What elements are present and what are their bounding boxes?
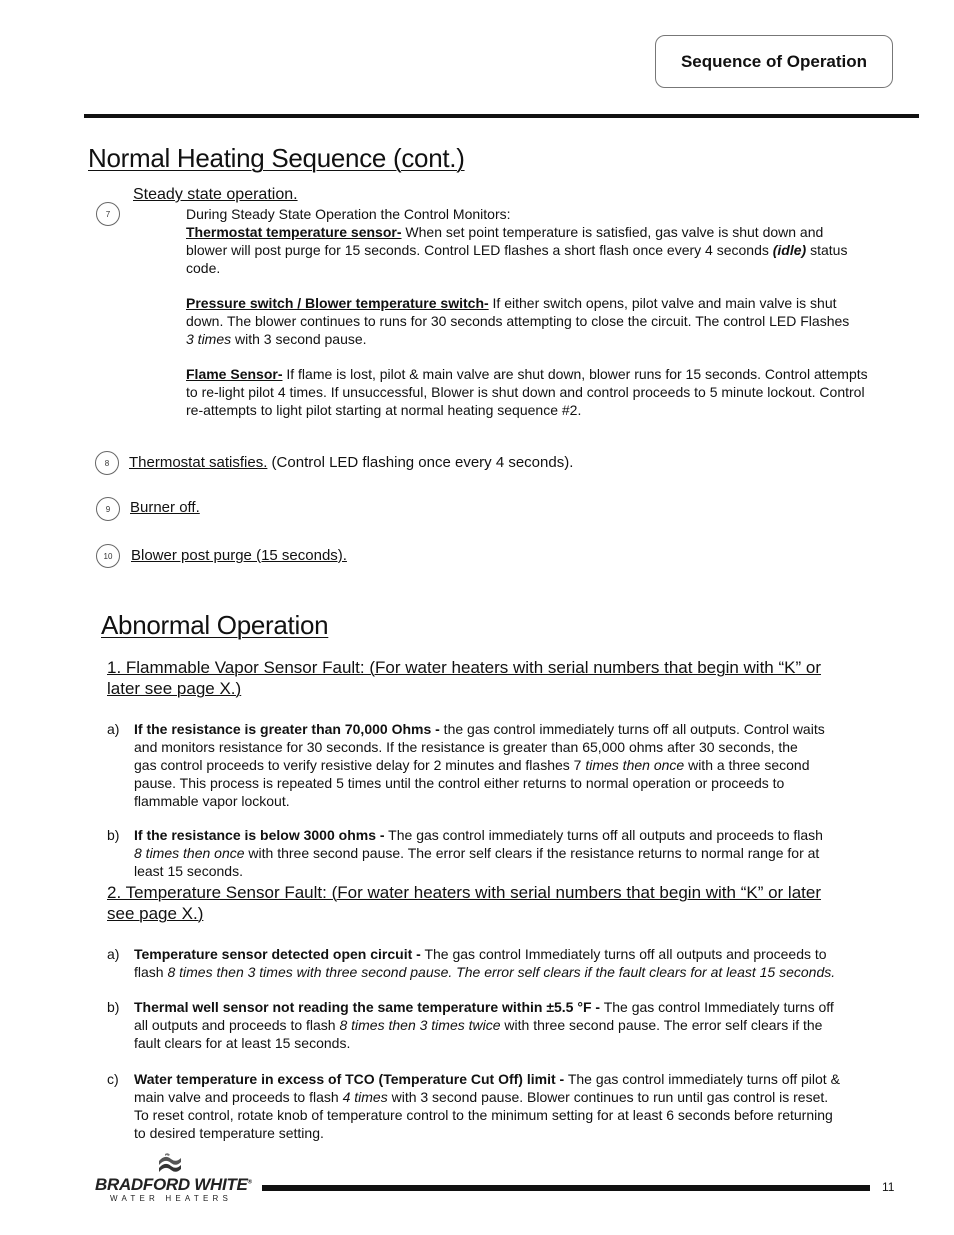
item-text: flammable vapor lockout. xyxy=(134,793,290,809)
page-number: 11 xyxy=(882,1180,895,1194)
paragraph-text: status xyxy=(806,242,848,258)
step-number-badge xyxy=(96,497,120,521)
list-marker: a) xyxy=(107,721,120,737)
step-8 xyxy=(129,454,573,471)
emphasis-text: 3 times xyxy=(186,331,232,347)
fault-heading xyxy=(107,882,887,924)
list-marker: c) xyxy=(107,1071,119,1087)
footer-divider xyxy=(262,1185,870,1191)
fault-heading xyxy=(107,657,887,699)
page-title: Normal Heating Sequence (cont.) xyxy=(88,143,465,173)
step-note: (Control LED flashing once every 4 seconds). xyxy=(267,454,574,471)
fault-item xyxy=(134,1070,904,1142)
step-number-badge xyxy=(96,544,120,568)
step-number: 10 xyxy=(103,551,113,561)
item-text: gas control proceeds to verify resistive delay for 2 minutes and flashes 7 xyxy=(134,757,586,773)
item-text: To reset control, rotate knob of temperature control to the minimum setting for at least 6 seconds before returning xyxy=(134,1107,833,1123)
item-text: pause. This process is repeated 5 times until the control either returns to normal operation or proceeds to xyxy=(134,775,785,791)
list-marker: a) xyxy=(107,946,120,962)
fault-heading-text: later see page X.) xyxy=(107,679,242,698)
paragraph-label: Thermostat temperature sensor- xyxy=(186,224,402,240)
item-lead: Thermal well sensor not reading the same temperature within ±5.5 °F - xyxy=(134,999,601,1015)
item-text: with 3 second pause. Blower continues to run until gas control is reset. xyxy=(387,1089,829,1105)
step-title: Thermostat satisfies. xyxy=(129,454,268,471)
item-text: flash xyxy=(134,964,168,980)
step-number: 8 xyxy=(104,458,110,468)
step-title: Blower post purge (15 seconds). xyxy=(131,547,347,564)
item-text: fault clears for at least 15 seconds. xyxy=(134,1035,351,1051)
paragraph-thermostat-sensor xyxy=(186,223,916,277)
item-text: to desired temperature setting. xyxy=(134,1125,324,1141)
item-lead: Water temperature in excess of TCO (Temperature Cut Off) limit - xyxy=(134,1071,565,1087)
fault-heading-text: 2. Temperature Sensor Fault: (For water heaters with serial numbers that begin with “K” or later xyxy=(107,883,821,902)
paragraph-text: re-attempts to light pilot starting at normal heating sequence #2. xyxy=(186,402,582,418)
paragraph-text: to re-light pilot 4 times. If unsuccessful, Blower is shut down and control proceeds to 5 minute lockout. Control xyxy=(186,384,865,400)
list-marker: b) xyxy=(107,827,120,843)
logo-subtitle: WATER HEATERS xyxy=(110,1194,233,1203)
step-number: 9 xyxy=(105,504,111,514)
list-marker: b) xyxy=(107,999,120,1015)
item-text: The gas control immediately turns off pilot & xyxy=(564,1071,840,1087)
registered-mark: ® xyxy=(247,1179,252,1186)
item-lead: Temperature sensor detected open circuit - xyxy=(134,946,421,962)
item-lead: If the resistance is greater than 70,000 Ohms - xyxy=(134,721,440,737)
item-text: and monitors resistance for 30 seconds. If the resistance is greater than 65,000 ohms after 30 seconds, the xyxy=(134,739,798,755)
fault-item xyxy=(134,720,904,810)
section-label: Sequence of Operation xyxy=(680,51,868,71)
paragraph-text: with 3 second pause. xyxy=(231,331,367,347)
item-text: The gas control Immediately turns off all outputs and proceeds to xyxy=(420,946,827,962)
step-number-badge xyxy=(95,451,119,475)
fault-heading-text: see page X.) xyxy=(107,904,204,923)
section-label-box xyxy=(655,35,893,88)
fault-item xyxy=(134,826,904,880)
item-text: least 15 seconds. xyxy=(134,863,243,879)
item-text: all outputs and proceeds to flash xyxy=(134,1017,340,1033)
logo-wordmark xyxy=(95,1175,252,1195)
item-text: with three second pause. The error self clears if the resistance returns to normal range for at xyxy=(244,845,820,861)
section-title: Abnormal Operation xyxy=(101,610,329,640)
step-number-badge xyxy=(96,202,120,226)
step-number: 7 xyxy=(105,209,111,219)
item-emphasis: 8 times then once xyxy=(134,845,245,861)
paragraph-pressure-switch xyxy=(186,294,916,348)
emphasis-text: (idle) xyxy=(772,242,807,258)
paragraph-text: code. xyxy=(186,260,221,276)
fault-item xyxy=(134,998,904,1052)
item-text: The gas control immediately turns off all outputs and proceeds to flash xyxy=(384,827,823,843)
item-emphasis: 8 times then 3 times with three second pause. The error self clears if the fault clears for at least 15 seconds. xyxy=(167,964,836,980)
paragraph-text: When set point temperature is satisfied, gas valve is shut down and xyxy=(401,224,824,240)
paragraph-label: Pressure switch / Blower temperature switch- xyxy=(186,295,489,311)
fault-item xyxy=(134,945,924,981)
item-lead: If the resistance is below 3000 ohms - xyxy=(134,827,385,843)
item-text: with a three second xyxy=(684,757,810,773)
item-emphasis: 4 times xyxy=(342,1089,388,1105)
paragraph-text: If flame is lost, pilot & main valve are shut down, blower runs for 15 seconds. Control attempts xyxy=(282,366,868,382)
paragraph-text: down. The blower continues to runs for 30 seconds attempting to close the circuit. The control LED Flashes xyxy=(186,313,850,329)
step-title: Burner off. xyxy=(130,499,200,516)
logo-text: BRADFORD WHITE xyxy=(95,1175,248,1194)
paragraph-label: Flame Sensor- xyxy=(186,366,283,382)
paragraph-text: blower will post purge for 15 seconds. Control LED flashes a short flash once every 4 seconds xyxy=(186,242,773,258)
top-divider xyxy=(84,114,919,118)
item-emphasis: times then once xyxy=(585,757,685,773)
paragraph-text: If either switch opens, pilot valve and main valve is shut xyxy=(488,295,837,311)
item-text: with three second pause. The error self clears if the xyxy=(500,1017,823,1033)
item-text: main valve and proceeds to flash xyxy=(134,1089,343,1105)
paragraph-flame-sensor xyxy=(186,365,916,419)
brand-logo xyxy=(95,1152,260,1207)
item-emphasis: 8 times then 3 times twice xyxy=(339,1017,501,1033)
step-intro: During Steady State Operation the Control Monitors: xyxy=(186,206,511,222)
step-7-body xyxy=(186,205,916,419)
step-title: Steady state operation. xyxy=(133,186,298,203)
item-text: the gas control immediately turns off all outputs. Control waits xyxy=(439,721,825,737)
fault-heading-text: 1. Flammable Vapor Sensor Fault: (For water heaters with serial numbers that begin with “K” or xyxy=(107,658,821,677)
item-text: The gas control Immediately turns off xyxy=(600,999,834,1015)
